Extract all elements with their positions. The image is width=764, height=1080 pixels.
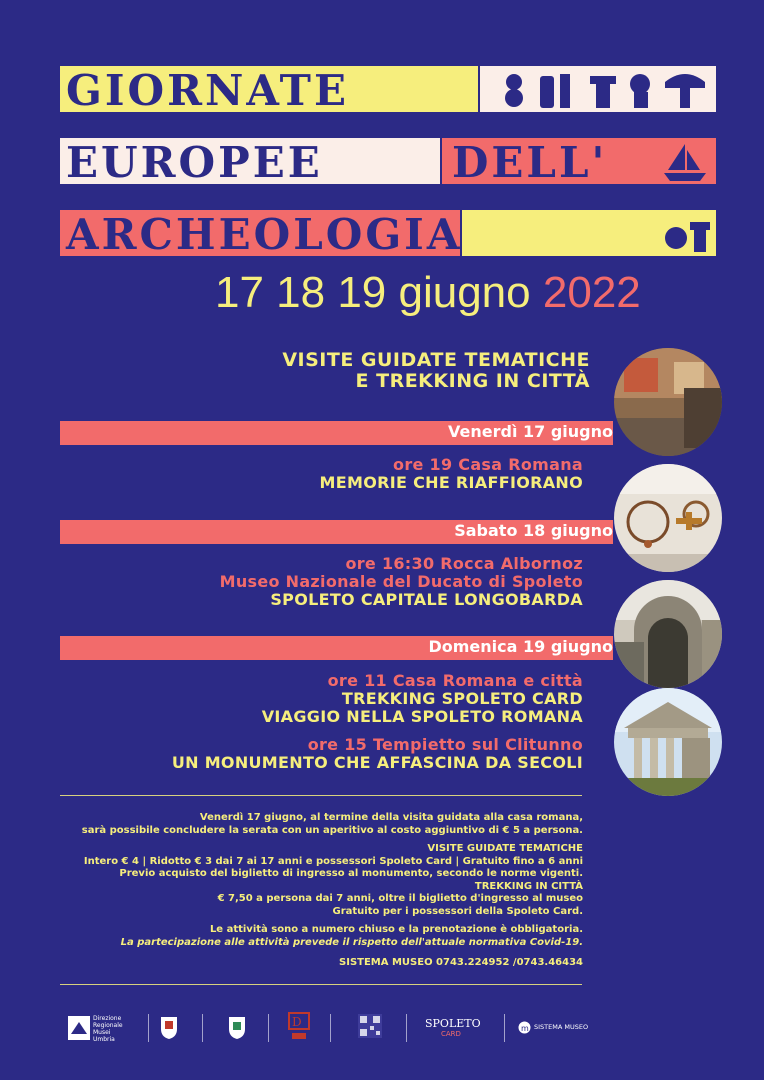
archaeology-objects-icon <box>500 70 710 110</box>
photo-longobard-jewelry <box>614 464 722 572</box>
info-trekking-free: Gratuito per i possessori della Spoleto Card. <box>332 905 583 917</box>
logo-separator <box>148 1014 149 1042</box>
logo-separator <box>268 1014 269 1042</box>
divider-top <box>60 795 582 796</box>
spoleto-card-sub: CARD <box>441 1030 461 1038</box>
title-europee: EUROPEE <box>66 138 323 187</box>
ducato-logo-icon <box>288 1012 310 1042</box>
logo-direzione-line-1: Direzione <box>93 1015 122 1022</box>
qr-code-icon <box>358 1014 382 1038</box>
dates-days: 17 18 19 giugno <box>215 268 531 317</box>
info-trekking-price: € 7,50 a persona dai 7 anni, oltre il biglietto d'ingresso al museo <box>217 893 583 904</box>
sistema-museo-label: SISTEMA MUSEO <box>534 1023 589 1031</box>
section-heading <box>150 350 590 392</box>
day-label-friday: Venerdì 17 giugno <box>448 422 613 441</box>
info-aperitivo-2: sarà possibile concludere la serata con un aperitivo al costo aggiuntivo di € 5 a persona. <box>81 824 583 836</box>
day-band-sunday <box>60 636 613 660</box>
event-time-place: ore 11 Casa Romana e città <box>327 671 583 690</box>
event-friday-19 <box>100 456 583 492</box>
title-giornate: GIORNATE <box>66 66 349 115</box>
info-aperitivo-1: Venerdì 17 giugno, al termine della visita guidata alla casa romana, <box>199 812 583 823</box>
title-line-1 <box>60 66 716 115</box>
info-trekking-title: TREKKING IN CITTÀ <box>474 880 583 892</box>
info-block <box>40 812 583 970</box>
title-dell: DELL' <box>452 138 608 187</box>
title-archeologia: ARCHEOLOGIA <box>66 210 463 259</box>
logo-direzione-line-3: Musei <box>93 1029 111 1036</box>
event-sunday-15 <box>100 736 583 772</box>
event-time-place: ore 15 Tempietto sul Clitunno <box>307 735 583 754</box>
pottery-icon <box>664 214 714 254</box>
day-band-saturday <box>60 520 613 544</box>
direzione-musei-icon <box>68 1016 90 1040</box>
divider-bottom <box>60 984 582 985</box>
photo-casa-romana-fresco <box>614 348 722 456</box>
logo-sistema-museo <box>518 1014 588 1042</box>
title-line-2 <box>60 138 716 187</box>
info-covid: La partecipazione alle attività prevede il rispetto dell'attuale normativa Covid-19. <box>120 936 583 948</box>
event-time-place: ore 16:30 Rocca Albornoz <box>345 554 583 573</box>
photo-tempietto-clitunno <box>614 688 722 796</box>
info-contact: SISTEMA MUSEO 0743.224952 /0743.46434 <box>339 957 583 968</box>
logo-separator <box>504 1014 505 1042</box>
event-title: SPOLETO CAPITALE LONGOBARDA <box>270 590 583 609</box>
event-title: UN MONUMENTO CHE AFFASCINA DA SECOLI <box>171 753 583 772</box>
info-visite-prices: Intero € 4 | Ridotto € 3 dai 7 ai 17 anni e possessori Spoleto Card | Gratuito fino a 6 anni <box>83 855 583 867</box>
day-band-friday <box>60 421 613 445</box>
event-title: TREKKING SPOLETO CARD <box>341 689 583 708</box>
logo-separator <box>330 1014 331 1042</box>
day-label-sunday: Domenica 19 giugno <box>428 637 613 656</box>
sponsor-logos <box>60 1010 590 1046</box>
sistema-museo-icon <box>518 1021 531 1034</box>
logo-spoleto-card <box>425 1014 485 1042</box>
logo-direzione-line-2: Regionale <box>93 1022 123 1029</box>
logo-direzione-line-4: Umbria <box>93 1036 115 1043</box>
heading-line-1: VISITE GUIDATE TEMATICHE <box>282 349 590 371</box>
event-title: MEMORIE CHE RIAFFIORANO <box>319 473 583 492</box>
event-time-place: ore 19 Casa Romana <box>393 455 583 474</box>
logo-separator <box>202 1014 203 1042</box>
svg-text:m: m <box>521 1024 529 1033</box>
info-booking: Le attività sono a numero chiuso e la prenotazione è obbligatoria. <box>209 924 583 935</box>
title-line-3 <box>60 210 716 259</box>
heading-line-2: E TREKKING IN CITTÀ <box>355 370 590 392</box>
comune-crest-icon <box>160 1014 178 1040</box>
event-saturday-1630 <box>100 555 583 609</box>
event-dates <box>215 268 641 318</box>
logo-direzione-musei <box>68 1014 138 1042</box>
event-venue: Museo Nazionale del Ducato di Spoleto <box>219 572 583 591</box>
event-sunday-11 <box>100 672 583 726</box>
photo-rocca-albornoz <box>614 580 722 688</box>
dates-year: 2022 <box>542 268 641 317</box>
provincia-crest-icon <box>228 1014 246 1040</box>
svg-text:D: D <box>292 1015 302 1029</box>
boat-icon <box>660 142 710 182</box>
spoleto-card-title: SPOLETO <box>425 1017 481 1030</box>
day-label-saturday: Sabato 18 giugno <box>454 521 613 540</box>
info-visite-note: Previo acquisto del biglietto di ingresso al monumento, secondo le norme vigenti. <box>119 868 583 879</box>
logo-separator <box>406 1014 407 1042</box>
event-title-2: VIAGGIO NELLA SPOLETO ROMANA <box>261 707 583 726</box>
info-visite-title: VISITE GUIDATE TEMATICHE <box>427 843 583 854</box>
